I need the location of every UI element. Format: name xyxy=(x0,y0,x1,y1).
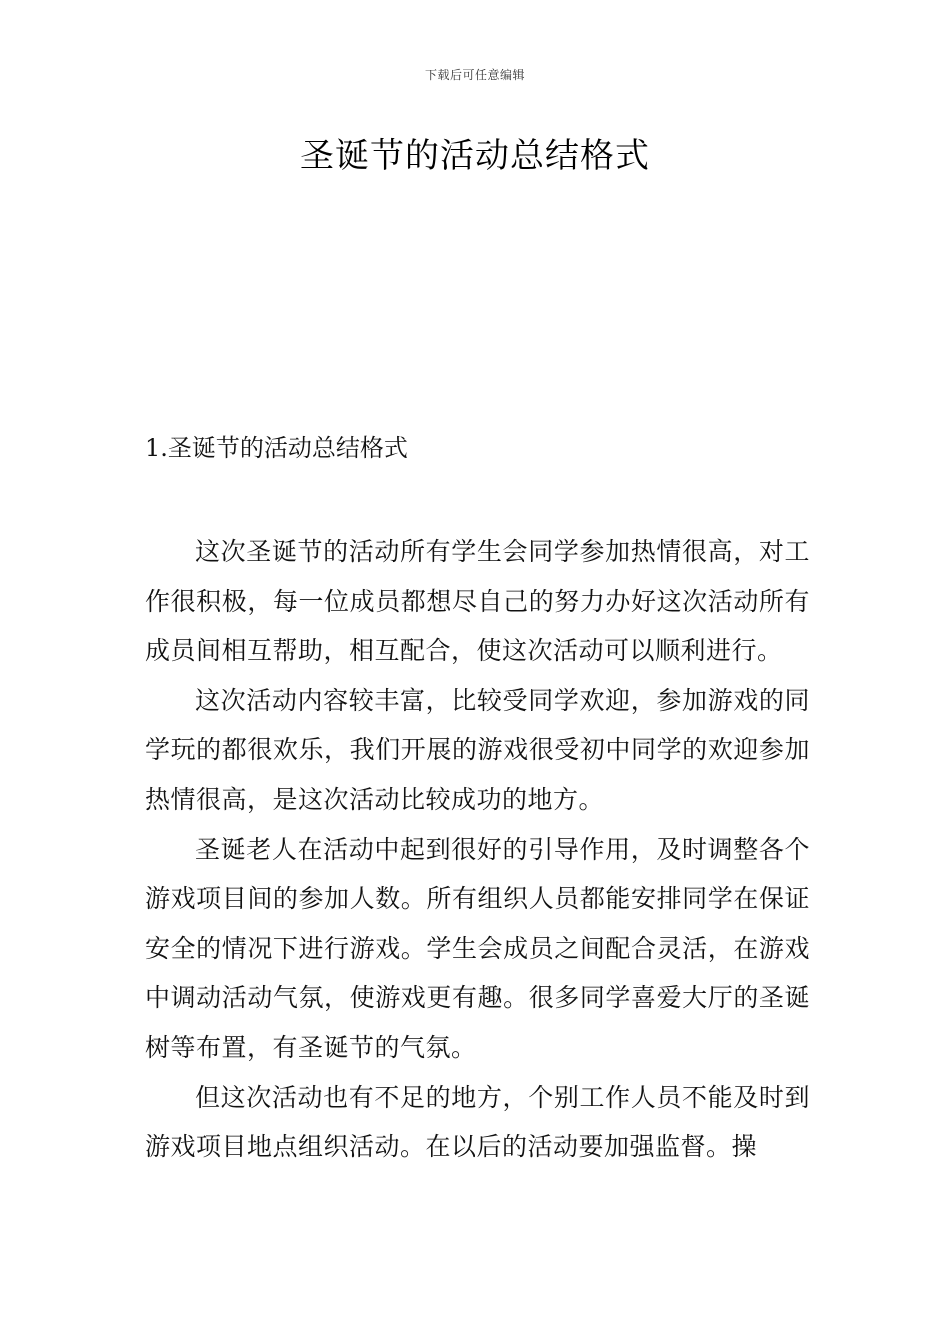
paragraph-2: 这次活动内容较丰富，比较受同学欢迎，参加游戏的同学玩的都很欢乐，我们开展的游戏很受初中同学的欢迎参加热情很高，是这次活动比较成功的地方。 xyxy=(145,685,810,814)
paragraph-1: 这次圣诞节的活动所有学生会同学参加热情很高，对工作很积极，每一位成员都想尽自己的努力办好这次活动所有成员间相互帮助，相互配合，使这次活动可以顺利进行。 xyxy=(145,537,810,666)
paragraph-3: 圣诞老人在活动中起到很好的引导作用，及时调整各个游戏项目间的参加人数。所有组织人员都能安排同学在保证安全的情况下进行游戏。学生会成员之间配合灵活，在游戏中调动活动气氛，使游戏更有趣。很多同学喜爱大厅的圣诞树等布置，有圣诞节的气氛。 xyxy=(145,834,810,1062)
body-text xyxy=(145,527,810,1172)
paragraph-4: 但这次活动也有不足的地方，个别工作人员不能及时到游戏项目地点组织活动。在以后的活动要加强监督。操 xyxy=(145,1082,810,1162)
document-title: 圣诞节的活动总结格式 xyxy=(300,136,650,176)
section-heading: 1.圣诞节的活动总结格式 xyxy=(145,434,408,462)
header-note: 下载后可任意编辑 xyxy=(424,68,525,82)
